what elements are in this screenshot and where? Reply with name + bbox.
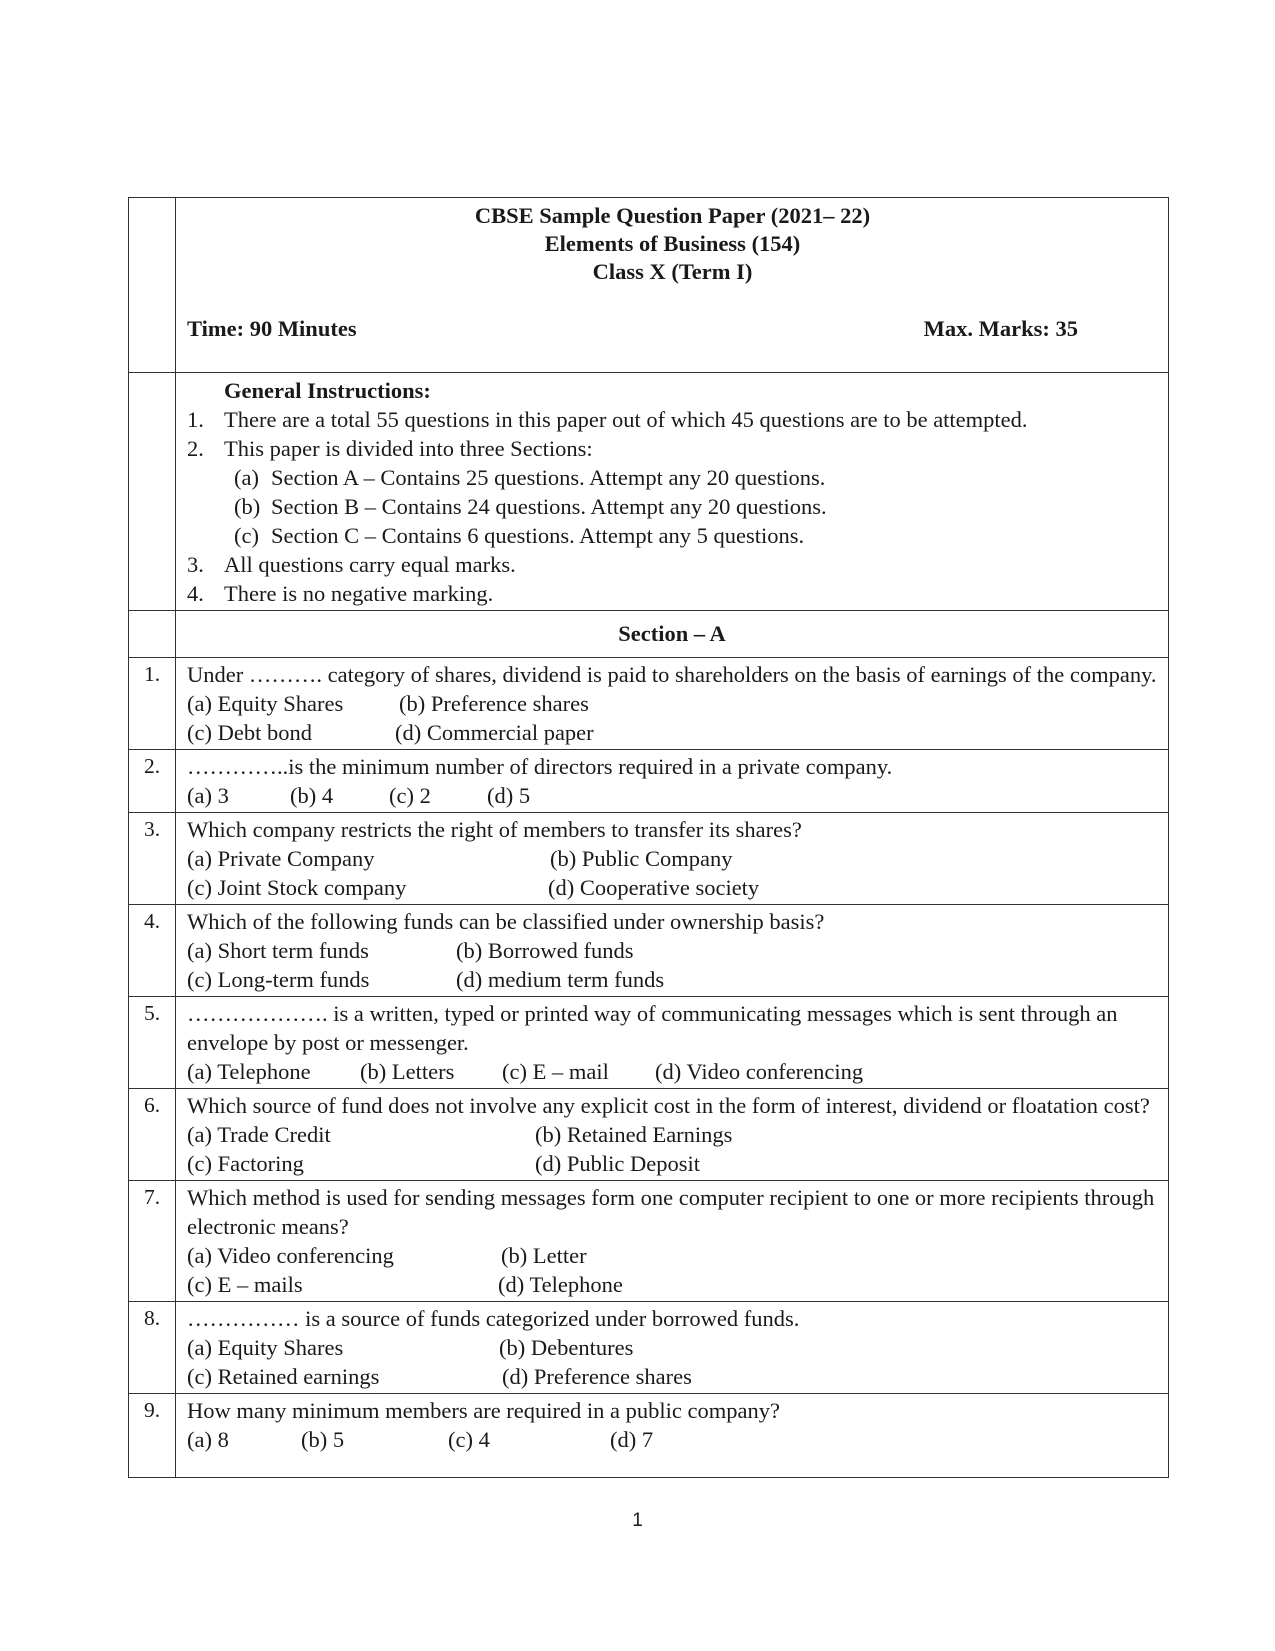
page-number: 1: [632, 1510, 643, 1531]
answer-option: (b) Debentures: [499, 1335, 634, 1360]
question-cell: [176, 750, 1169, 813]
answer-option: (b) Preference shares: [399, 691, 589, 716]
header-row: [129, 198, 1169, 373]
question-number: 7.: [129, 1181, 176, 1302]
question-cell: [176, 813, 1169, 905]
question-row: [129, 1394, 1169, 1478]
question-text: Which of the following funds can be classified under ownership basis?: [187, 909, 825, 934]
options-row: [187, 873, 1158, 902]
answer-option: (b) Borrowed funds: [456, 938, 634, 963]
question-cell: [176, 905, 1169, 997]
question-number: 6.: [129, 1089, 176, 1181]
answer-option: (a) Equity Shares: [187, 1335, 344, 1360]
answer-option: (a) Telephone: [187, 1059, 311, 1084]
question-row: [129, 813, 1169, 905]
question-cell: [176, 658, 1169, 750]
question-row: [129, 1181, 1169, 1302]
question-number: 2.: [129, 750, 176, 813]
question-text: Which method is used for sending messages form one computer recipient to one or more recipients through electronic means?: [187, 1185, 1155, 1239]
answer-option: (d) medium term funds: [456, 967, 665, 992]
answer-option: (b) Public Company: [550, 846, 733, 871]
answer-option: (a) Short term funds: [187, 938, 369, 963]
answer-option: (d) Commercial paper: [395, 720, 594, 745]
answer-option: (b) Retained Earnings: [535, 1122, 733, 1147]
answer-option: (c) 4: [448, 1427, 490, 1452]
question-row: [129, 658, 1169, 750]
instruction-item: 3. All questions carry equal marks.: [187, 552, 516, 577]
question-number: 4.: [129, 905, 176, 997]
instruction-subitem: (a) Section A – Contains 25 questions. Attempt any 20 questions.: [234, 465, 826, 490]
options-row: [187, 965, 1158, 994]
question-text: Which source of fund does not involve any explicit cost in the form of interest, dividend or floatation cost?: [187, 1093, 1150, 1118]
options-row: [187, 1149, 1158, 1178]
section-title: Section – A: [176, 611, 1169, 658]
answer-option: (a) 8: [187, 1427, 229, 1452]
answer-option: (d) Cooperative society: [548, 875, 760, 900]
answer-option: (a) 3: [187, 783, 229, 808]
answer-option: (a) Private Company: [187, 846, 375, 871]
answer-option: (c) E – mail: [502, 1059, 609, 1084]
question-text: ………………. is a written, typed or printed way of communicating messages which is sent through an envelope by post or messenger.: [187, 1001, 1118, 1055]
answer-option: (c) Long-term funds: [187, 967, 370, 992]
instruction-subitem: (b) Section B – Contains 24 questions. Attempt any 20 questions.: [234, 494, 827, 519]
answer-option: (a) Video conferencing: [187, 1243, 394, 1268]
options-row: [187, 718, 1158, 747]
section-row: [129, 611, 1169, 658]
answer-option: (a) Equity Shares: [187, 691, 344, 716]
options-row: [187, 1120, 1158, 1149]
question-number: 9.: [129, 1394, 176, 1478]
options-row: [187, 781, 1158, 810]
question-row: [129, 997, 1169, 1089]
answer-option: (b) Letters: [360, 1059, 455, 1084]
paper-title: CBSE Sample Question Paper (2021– 22): [474, 203, 871, 228]
options-row: [187, 1270, 1158, 1299]
header-cell: [176, 198, 1169, 373]
question-cell: [176, 1394, 1169, 1478]
question-cell: [176, 1181, 1169, 1302]
answer-option: (d) Video conferencing: [655, 1059, 864, 1084]
answer-option: (a) Trade Credit: [187, 1122, 331, 1147]
options-row: [187, 1057, 1158, 1086]
question-row: [129, 750, 1169, 813]
question-text: …………… is a source of funds categorized under borrowed funds.: [187, 1306, 800, 1331]
answer-option: (d) 5: [487, 783, 531, 808]
answer-option: (b) 5: [301, 1427, 345, 1452]
time-allowed: Time: 90 Minutes: [187, 316, 357, 341]
question-row: [129, 1302, 1169, 1394]
answer-option: (c) E – mails: [187, 1272, 303, 1297]
question-table: [128, 197, 1169, 1478]
options-row: [187, 1362, 1158, 1391]
instructions-num-cell: [129, 373, 176, 611]
options-row: [187, 1425, 1158, 1454]
options-row: [187, 844, 1158, 873]
instructions-cell: [176, 373, 1169, 611]
question-number: 1.: [129, 658, 176, 750]
max-marks: Max. Marks: 35: [923, 316, 1078, 341]
question-text: Which company restricts the right of members to transfer its shares?: [187, 817, 802, 842]
instruction-subitem: (c) Section C – Contains 6 questions. Attempt any 5 questions.: [234, 523, 805, 548]
instruction-item: 1. There are a total 55 questions in this paper out of which 45 questions are to be attempted.: [187, 407, 1028, 432]
options-row: [187, 1333, 1158, 1362]
section-num-cell: [129, 611, 176, 658]
question-cell: [176, 1089, 1169, 1181]
answer-option: (c) 2: [389, 783, 431, 808]
question-paper-sheet: [128, 197, 1169, 1478]
answer-option: (b) 4: [290, 783, 334, 808]
options-row: [187, 936, 1158, 965]
header-num-cell: [129, 198, 176, 373]
question-text: How many minimum members are required in a public company?: [187, 1398, 780, 1423]
answer-option: (b) Letter: [501, 1243, 587, 1268]
question-number: 3.: [129, 813, 176, 905]
question-row: [129, 905, 1169, 997]
paper-class: Class X (Term I): [592, 259, 753, 284]
answer-option: (d) 7: [610, 1427, 654, 1452]
question-number: 5.: [129, 997, 176, 1089]
question-text: Under ………. category of shares, dividend is paid to shareholders on the basis of earnings of the company.: [187, 662, 1157, 687]
instructions-title: General Instructions:: [224, 378, 431, 403]
instruction-item: 2. This paper is divided into three Sections:: [187, 436, 593, 461]
instructions-row: [129, 373, 1169, 611]
question-cell: [176, 1302, 1169, 1394]
question-cell: [176, 997, 1169, 1089]
question-number: 8.: [129, 1302, 176, 1394]
question-text: …………..is the minimum number of directors required in a private company.: [187, 754, 893, 779]
answer-option: (d) Telephone: [498, 1272, 623, 1297]
answer-option: (d) Preference shares: [502, 1364, 692, 1389]
instruction-item: 4. There is no negative marking.: [187, 581, 494, 606]
options-row: [187, 689, 1158, 718]
answer-option: (c) Retained earnings: [187, 1364, 380, 1389]
answer-option: (c) Joint Stock company: [187, 875, 407, 900]
answer-option: (d) Public Deposit: [535, 1151, 700, 1176]
options-row: [187, 1241, 1158, 1270]
answer-option: (c) Debt bond: [187, 720, 312, 745]
answer-option: (c) Factoring: [187, 1151, 304, 1176]
paper-subject: Elements of Business (154): [544, 231, 801, 256]
question-row: [129, 1089, 1169, 1181]
